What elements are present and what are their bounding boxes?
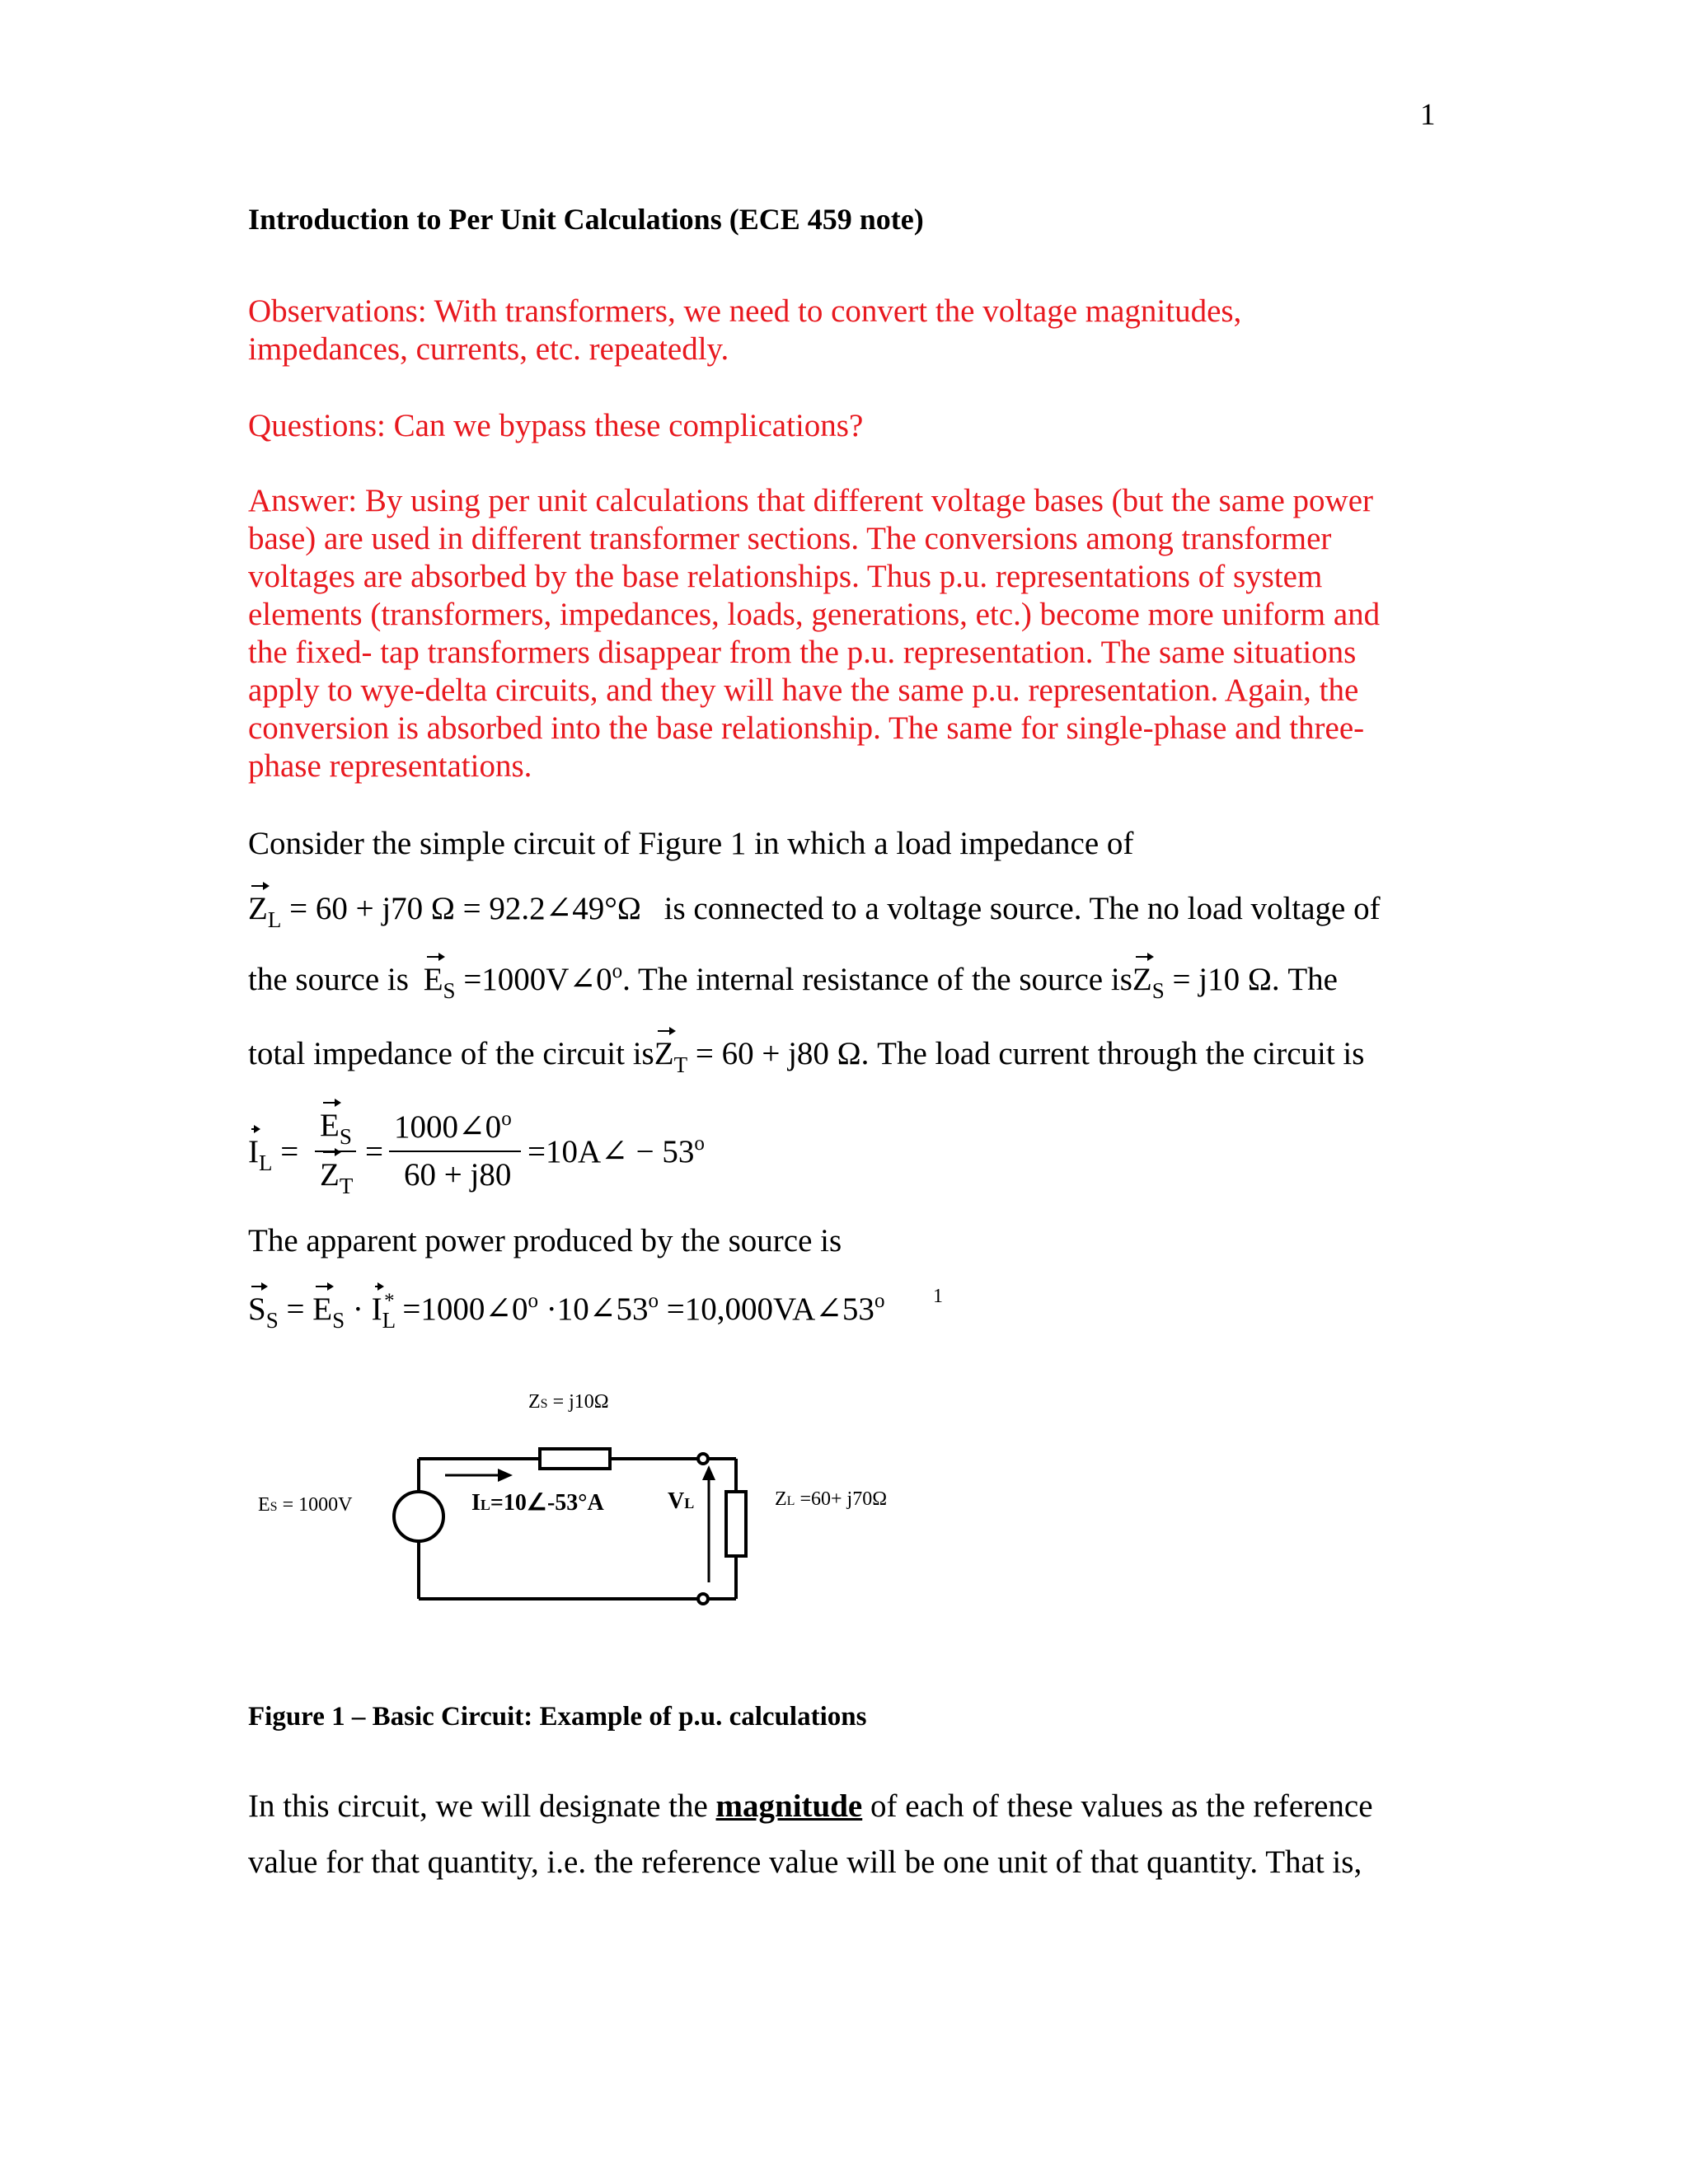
consider-text: Consider the simple circuit of Figure 1 in which a load impedance of [248,826,1134,861]
answer-line-2: base) are used in different transformer sections. The conversions among transformer [248,521,1332,556]
numerator-value: 1000∠0$^o$ [394,1108,512,1145]
answer-line-7: conversion is absorbed into the base relationship. The same for single-phase and three- [248,710,1365,746]
denominator-value: 60 + j80 [404,1157,512,1193]
zl-symbol: Z [248,891,268,926]
vl-circuit-label: VL [668,1488,695,1514]
answer-line-3: voltages are absorbed by the base relationships. Thus p.u. representations of system [248,559,1323,594]
answer-line-6: apply to wye-delta circuits, and they will have the same p.u. representation. Again, the [248,673,1359,708]
observations-line-2: impedances, currents, etc. repeatedly. [248,331,729,367]
power-equation: $S_S = E_S \cdot I_L^*$ $=1000\angle 0^o$ $\cdot 10\angle 53^o$ $=10,000VA\angle 53^o$ [248,1290,885,1333]
questions-text: Questions: Can we bypass these complications? [248,408,864,443]
answer-line-4: elements (transformers, impedances, loads, generations, etc.) become more uniform and [248,597,1381,632]
terminal-top [698,1454,708,1464]
source-impedance-resistor [540,1449,610,1469]
es-symbol: E [423,962,443,997]
zs-circuit-label: ZS = j10Ω [528,1391,609,1413]
source-mid: . The internal resistance of the source is [622,962,1132,997]
terminal-bottom [698,1594,708,1604]
zl-description: is connected to a voltage source. The no load voltage of [663,891,1381,926]
load-impedance-resistor [726,1492,746,1556]
observations-line-1: Observations: With transformers, we need to convert the voltage magnitudes, [248,293,1242,329]
final-line-1: In this circuit, we will designate the magnitude of each of these values as the reference [248,1788,1373,1824]
es-numerator: $E_S$ [320,1108,352,1149]
current-arrow-head [498,1469,513,1482]
zt-symbol: Z [654,1036,674,1071]
zt-expression: = 60 + j80 Ω [687,1036,861,1071]
zs-symbol: Z [1132,962,1152,997]
final-line-2: value for that quantity, i.e. the reference value will be one unit of that quantity. That is, [248,1844,1362,1880]
magnitude-emphasis: magnitude [715,1788,863,1824]
zt-denominator: $Z_T$ [320,1157,354,1198]
total-impedance-line: total impedance of the circuit isZ$_T$ = 60 + j80 Ω. The load current through the circuit is [248,1036,1365,1077]
il-lhs: $I_L$ = [248,1134,299,1175]
zl-expression: = 60 + j70 Ω = 92.2∠49°Ω [281,891,641,926]
zs-expression: = j10 Ω [1164,962,1272,997]
source-lead: the source is [248,962,409,997]
equals-sign: = [365,1134,383,1169]
answer-line-8: phase representations. [248,748,532,784]
il-circuit-label: IL=10∠-53°A [471,1490,604,1516]
apparent-power-text: The apparent power produced by the source is [248,1223,842,1258]
current-result: =10A∠ − $53^o$ [528,1132,705,1169]
page-number: 1 [1420,98,1436,132]
page-title: Introduction to Per Unit Calculations (ECE 459 note) [248,203,924,236]
voltage-arrow-head [702,1465,715,1480]
answer-line-5: the fixed- tap transformers disappear from the p.u. representation. The same situations [248,635,1357,670]
answer-line-1: Answer: By using per unit calculations that different voltage bases (but the same power [248,483,1373,518]
footnote-marker: 1 [933,1286,943,1307]
zl-circuit-label: ZL =60+ j70Ω [775,1488,888,1510]
figure-caption: Figure 1 – Basic Circuit: Example of p.u. calculations [248,1702,867,1732]
zl-subscript: L [267,907,282,932]
es-circuit-label: ES = 1000V [258,1494,353,1516]
source-line: the source is $E_S$ $=1000V\angle 0^o$. The internal resistance of the source isZ$_S$ = j10 Ω. The [248,960,1338,1003]
es-expression: =1000V∠0 [455,962,612,997]
voltage-source-symbol [394,1492,443,1541]
